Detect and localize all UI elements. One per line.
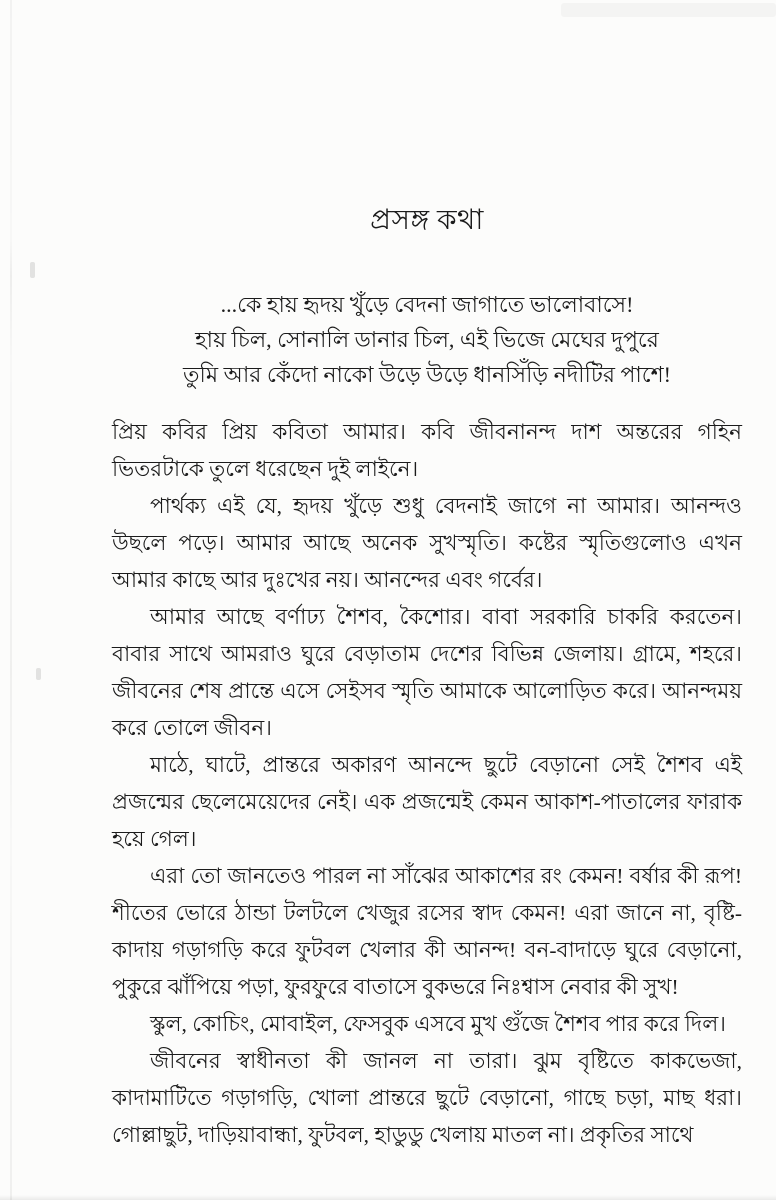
paragraph: স্কুল, কোচিং, মোবাইল, ফেসবুক এসবে মুখ গুঁজে শৈশব পার করে দিল।	[150, 1012, 726, 1036]
poem-line-1: ...কে হায় হৃদয় খুঁড়ে বেদনা জাগাতে ভালোবাসে!	[220, 292, 634, 317]
epigraph-poem	[112, 287, 742, 392]
paragraph: মাঠে, ঘাটে, প্রান্তরে অকারণ আনন্দে ছুটে বেড়ানো সেই শৈশব এই প্রজন্মের ছেলেমেয়েদের নেই। এক প্রজন্মেই কেমন আকাশ-পাতালের ফারাক হয়ে গেল।	[112, 753, 742, 851]
paragraph: আমার আছে বর্ণাঢ্য শৈশব, কৈশোর। বাবা সরকারি চাকরি করতেন। বাবার সাথে আমরাও ঘুরে বেড়াতাম দেশের বিভিন্ন জেলায়। গ্রামে, শহরে। জীবনের শেষ প্রান্তে এসে সেইসব স্মৃতি আমাকে আলোড়িত করে। আনন্দময় করে তোলে জীবন।	[112, 605, 742, 740]
paragraph: পার্থক্য এই যে, হৃদয় খুঁড়ে শুধু বেদনাই জাগে না আমার। আনন্দও উছলে পড়ে। আমার আছে অনেক সুখস্মৃতি। কষ্টের স্মৃতিগুলোও এখন আমার কাছে আর দুঃখের নয়। আনন্দের এবং গর্বের।	[112, 494, 742, 592]
paragraph: জীবনের স্বাধীনতা কী জানল না তারা। ঝুম বৃষ্টিতে কাকভেজা, কাদামাটিতে গড়াগড়ি, খোলা প্রান্তরে ছুটে বেড়ানো, গাছে চড়া, মাছ ধরা। গোল্লাছুট, দাড়িয়াবান্ধা, ফুটবল, হাডুডু খেলায় মাতল না। প্রকৃতির সাথে	[112, 1049, 742, 1147]
scan-speck	[30, 262, 35, 278]
poem-line-3: তুমি আর কেঁদো নাকো উড়ে উড়ে ধানসিঁড়ি নদীটির পাশে!	[183, 362, 671, 387]
scan-edge-left	[10, 0, 12, 1200]
paragraph: এরা তো জানতেও পারল না সাঁঝের আকাশের রং কেমন! বর্ষার কী রূপ! শীতের ভোরে ঠান্ডা টলটলে খেজুর রসের স্বাদ কেমন! এরা জানে না, বৃষ্টি-কাদায় গড়াগড়ি করে ফুটবল খেলার কী আনন্দ! বন-বাদাড়ে ঘুরে বেড়ানো, পুকুরে ঝাঁপিয়ে পড়া, ফুরফুরে বাতাসে বুকভরে নিঃশ্বাস নেবার কী সুখ!	[112, 864, 742, 999]
scan-speck	[36, 668, 41, 680]
page-title: প্রসঙ্গ কথা	[370, 205, 484, 236]
body-text	[112, 414, 742, 1154]
page-content	[112, 0, 742, 1154]
poem-line-2: হায় চিল, সোনালি ডানার চিল, এই ভিজে মেঘের দুপুরে	[195, 327, 659, 352]
paragraph: প্রিয় কবির প্রিয় কবিতা আমার। কবি জীবনানন্দ দাশ অন্তরের গহিন ভিতরটাকে তুলে ধরেছেন দুই লাইনে।	[112, 420, 742, 481]
scan-edge-bottom	[0, 1195, 776, 1200]
